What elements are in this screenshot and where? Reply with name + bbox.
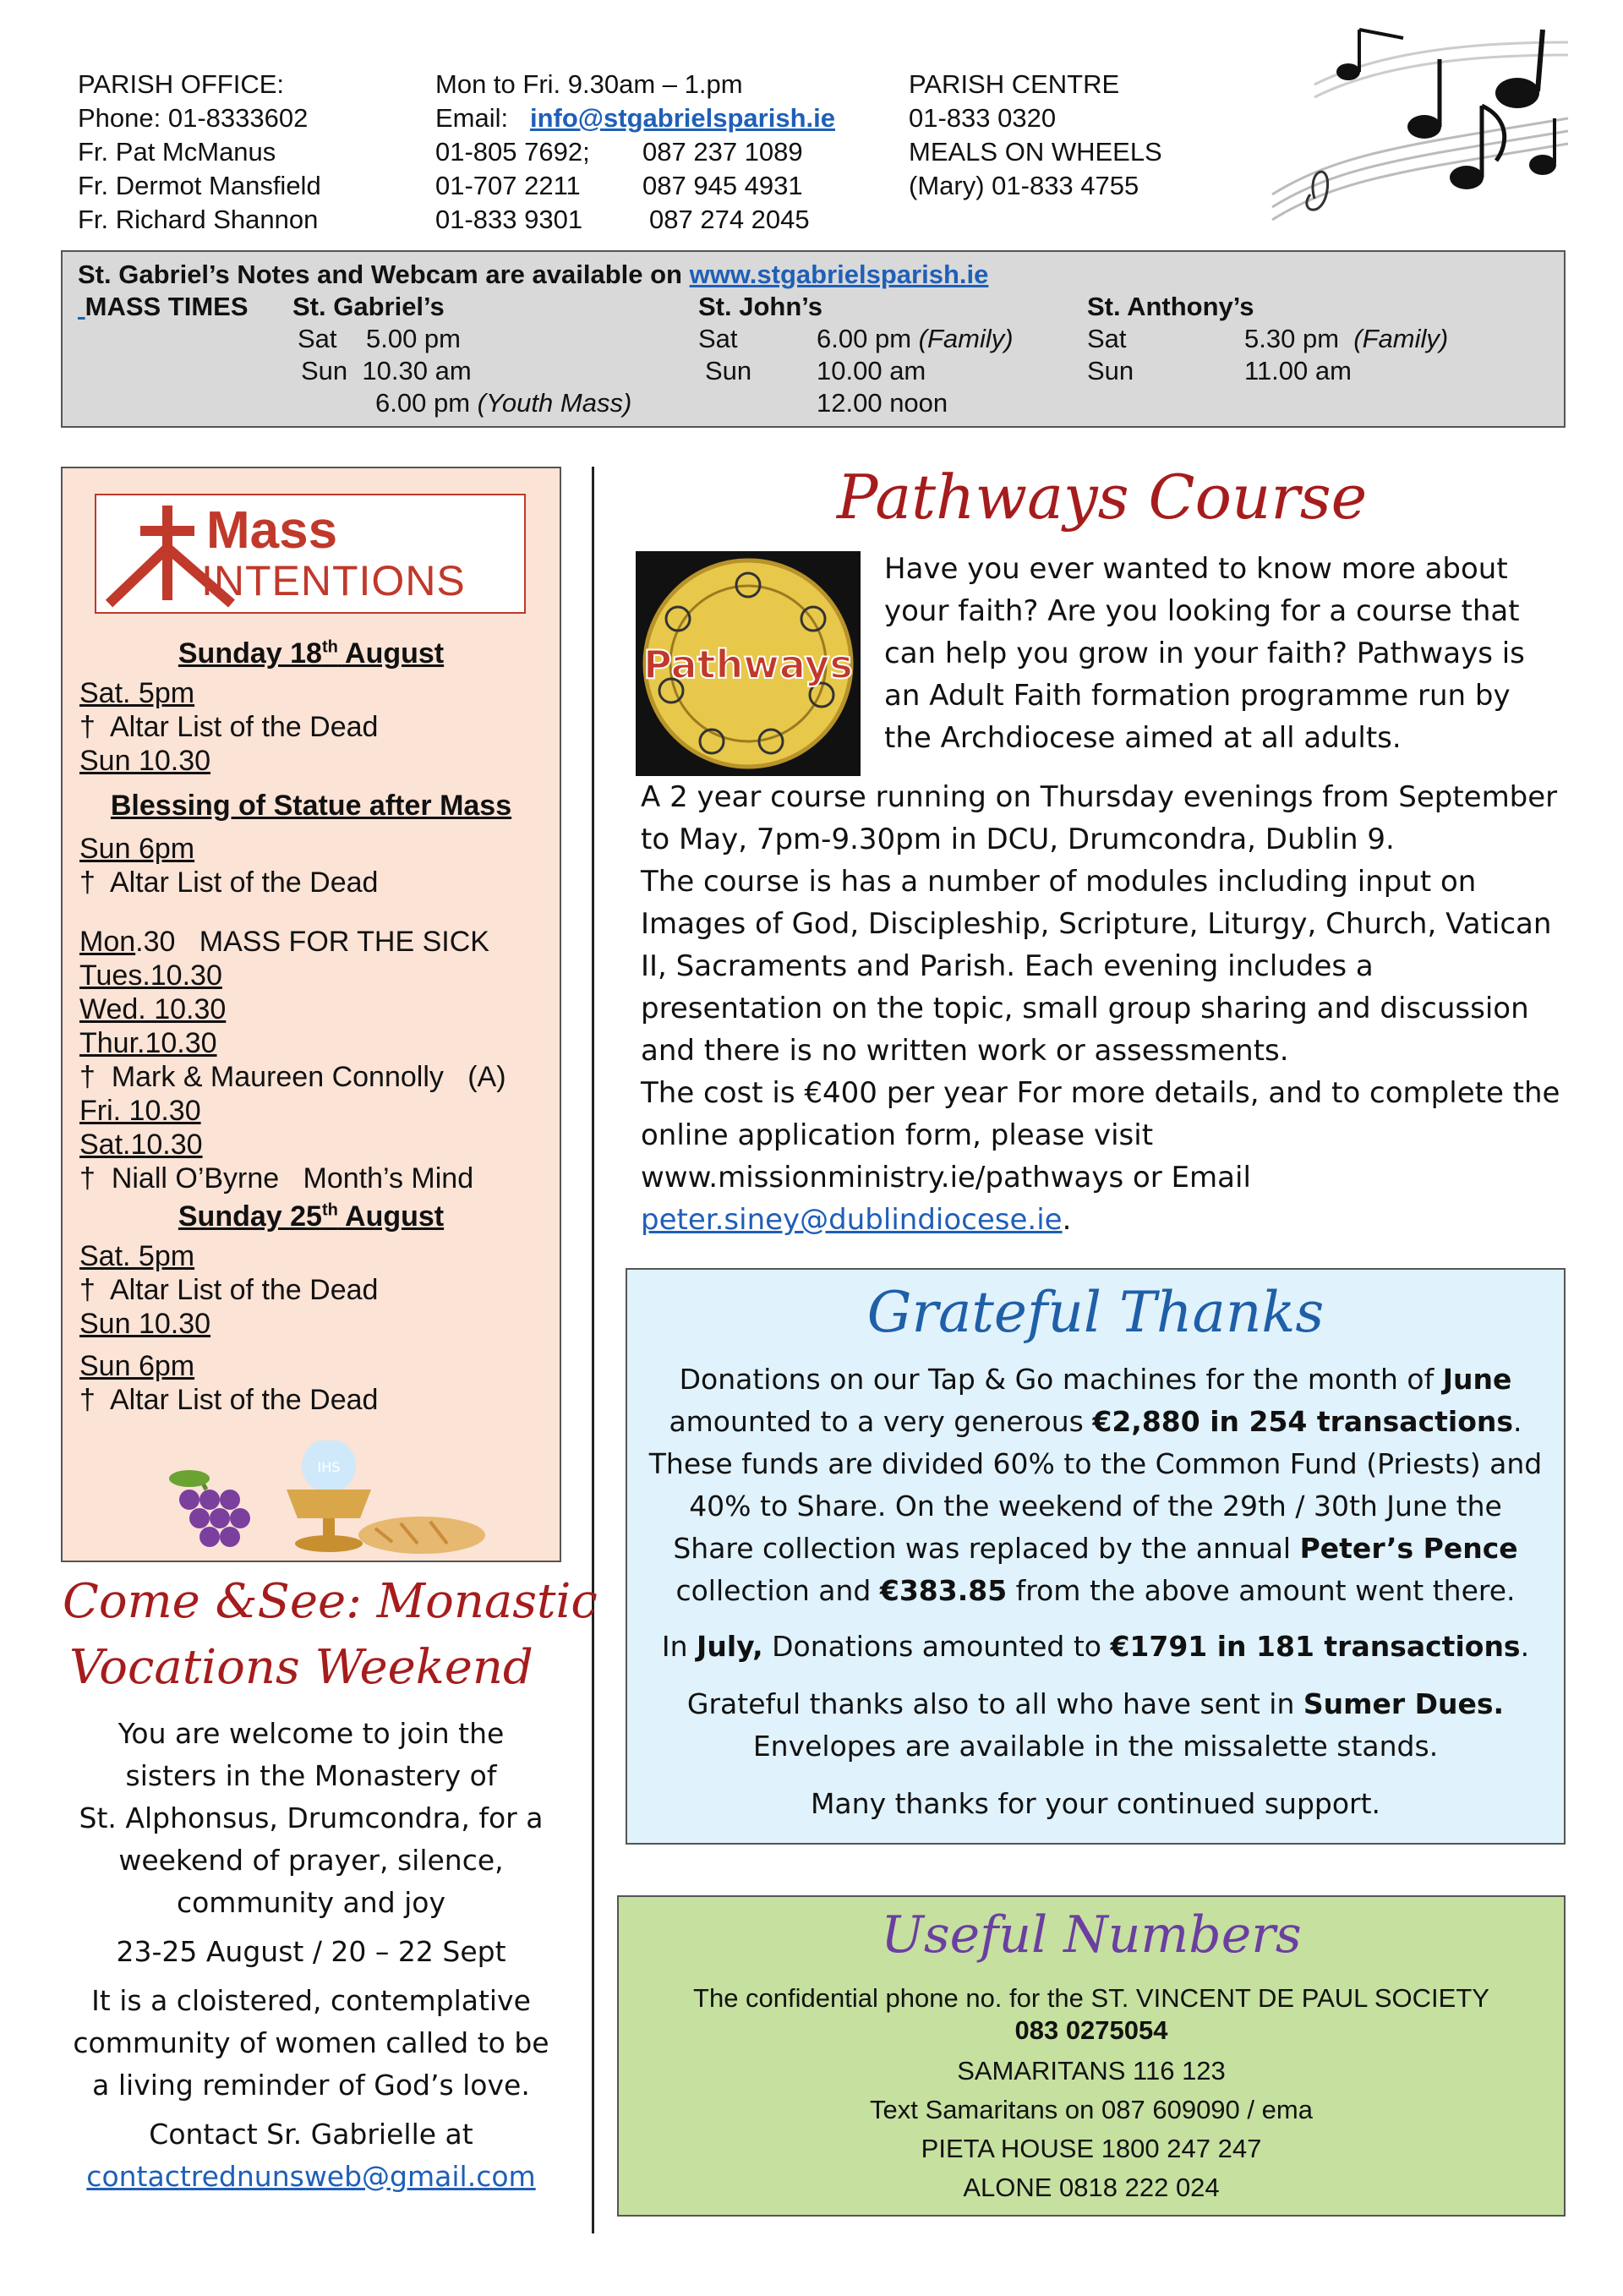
- altar-list-4-text: Altar List of the Dead: [109, 1384, 379, 1416]
- header-col3: [909, 68, 1162, 203]
- gabriel-name: St. Gabriel’s: [292, 292, 445, 321]
- come-see-email-row: [61, 2156, 561, 2198]
- wed-line: Wed. 10.30: [79, 993, 227, 1025]
- john-sat-note: (Family): [918, 324, 1014, 353]
- fr2-name: Fr. Dermot Mansfield: [78, 171, 321, 200]
- come-see-title2: Vocations Weekend: [69, 1640, 533, 1695]
- anthony-sat-time-text: 5.30 pm: [1244, 324, 1340, 353]
- come-see-dates: 23-25 August / 20 – 22 Sept: [116, 1935, 506, 1968]
- altar-list-3: † Altar List of the Dead: [79, 1274, 379, 1306]
- connolly-line: † Mark & Maureen Connolly (A): [79, 1061, 506, 1093]
- john-sun: Sun: [705, 356, 752, 385]
- gabriel-youth-time: 6.00 pm: [375, 388, 471, 418]
- pathways-email-end: .: [1062, 1203, 1072, 1237]
- altar-list-2: † Altar List of the Dead: [79, 866, 379, 899]
- anthony-sat-note: (Family): [1353, 324, 1449, 353]
- grateful-l2c: .: [1513, 1405, 1522, 1438]
- head1-post: August: [337, 637, 445, 670]
- pathways-intro: Have you ever wanted to know more about your faith? Are you looking for a course that can help you grow in your faith? Pathways is an Adult Faith formation programme run by the Archdiocese aimed at all adults.: [884, 552, 1525, 755]
- pathways-logo-icon: [636, 551, 861, 776]
- come-see-l2: sisters in the Monastery of: [125, 1759, 497, 1792]
- anthony-sat-time: [1244, 323, 1448, 355]
- blessing-heading: Blessing of Statue after Mass: [110, 790, 512, 822]
- grateful-l5: [627, 1530, 1564, 1567]
- sun-1030-2: Sun 10.30: [79, 1308, 211, 1340]
- come-see-l9: a living reminder of God’s love.: [92, 2069, 530, 2102]
- grateful-l1b: June: [1442, 1363, 1512, 1396]
- chalice-host-text: IHS: [317, 1459, 341, 1475]
- anthony-sun-time: 11.00 am: [1244, 356, 1352, 385]
- sun-1030-1: Sun 10.30: [79, 745, 211, 777]
- come-see-l1: You are welcome to join the: [117, 1717, 505, 1750]
- logo-word-mass: Mass: [206, 501, 338, 560]
- sun-6pm-1: Sun 6pm: [79, 833, 195, 865]
- head1-sup: th: [321, 637, 338, 657]
- john-sat-time: [817, 323, 1014, 355]
- gabriel-sun: Sun 10.30 am: [301, 356, 472, 385]
- mass-times-label-text: MASS TIMES: [85, 292, 249, 321]
- altar-list-3-text: Altar List of the Dead: [109, 1274, 379, 1306]
- head1-pre: Sunday 18: [178, 637, 322, 670]
- come-see-l8: community of women called to be: [73, 2026, 549, 2059]
- altar-list-1-text: Altar List of the Dead: [109, 711, 379, 743]
- mass-intentions-logo: [95, 494, 526, 614]
- fri-line: Fri. 10.30: [79, 1095, 201, 1127]
- fr2-phone2: 087 945 4931: [642, 171, 803, 200]
- sun-6pm-2: Sun 6pm: [79, 1350, 195, 1382]
- come-see-l7: It is a cloistered, contemplative: [91, 1984, 531, 2017]
- altar-list-2-text: Altar List of the Dead: [109, 866, 379, 899]
- fr3-phone1: 01-833 9301: [435, 205, 583, 234]
- grateful-l10: Many thanks for your continued support.: [810, 1787, 1381, 1820]
- useful-numbers-box: [617, 1895, 1566, 2217]
- obyrne-text: Niall O’Byrne Month’s Mind: [111, 1162, 474, 1194]
- head2-sup: th: [321, 1200, 338, 1220]
- parish-centre-label: PARISH CENTRE: [909, 69, 1120, 99]
- meals-label: MEALS ON WHEELS: [909, 137, 1162, 167]
- grateful-l5a: Share collection was replaced by the annual: [673, 1532, 1300, 1565]
- mass-intentions-box: [61, 467, 561, 1562]
- come-see-title1: Come &See: Monastic: [63, 1574, 598, 1629]
- grateful-l9: Envelopes are available in the missalette stands.: [752, 1730, 1439, 1763]
- pathways-p1: A 2 year course running on Thursday evenings from September to May, 7pm-9.30pm in DCU, Drumcondra, Dublin 9.: [641, 780, 1558, 856]
- pathways-p3-text: The cost is €400 per year For more details, and to complete the online application form, please visit www.missionministry.ie/pathways or Email: [641, 1076, 1560, 1194]
- mass-times-box: [61, 250, 1566, 428]
- column-divider: [592, 467, 594, 2233]
- come-see-contact: Contact Sr. Gabrielle at: [149, 2118, 473, 2151]
- tues-line: Tues.10.30: [79, 959, 222, 992]
- gabriel-youth: [375, 387, 631, 419]
- pathways-title: Pathways Course: [837, 462, 1368, 533]
- anthony-name: St. Anthony’s: [1087, 292, 1254, 321]
- chalice-grapes-bread-icon: [139, 1440, 494, 1559]
- music-notes-icon: [1264, 25, 1577, 237]
- email-link[interactable]: info@stgabrielsparish.ie: [529, 103, 835, 133]
- grateful-thanks-box: [626, 1268, 1566, 1845]
- mon-label: Mon: [79, 926, 136, 958]
- grateful-l1: [627, 1361, 1564, 1398]
- pathways-email[interactable]: peter.siney@dublindiocese.ie: [641, 1203, 1063, 1237]
- come-see-l3: St. Alphonsus, Drumcondra, for a: [79, 1801, 544, 1834]
- sat-5pm-2: Sat. 5pm: [79, 1240, 195, 1272]
- mass-times-label: [78, 291, 249, 323]
- grateful-l7b: July,: [697, 1630, 763, 1663]
- useful-title: Useful Numbers: [881, 1905, 1302, 1965]
- fr3-phone2: 087 274 2045: [649, 205, 810, 234]
- header-col1: [78, 68, 321, 237]
- grateful-l4: 40% to Share. On the weekend of the 29th / 30th June the: [689, 1490, 1502, 1522]
- pathways-logo-text: Pathways: [643, 642, 853, 687]
- grateful-l7e: .: [1520, 1630, 1530, 1663]
- grateful-l6b: €383.85: [879, 1574, 1008, 1607]
- come-see-l4: weekend of prayer, silence,: [118, 1844, 504, 1877]
- grateful-l2a: amounted to a very generous: [669, 1405, 1093, 1438]
- gabriel-sat: Sat 5.00 pm: [298, 324, 461, 353]
- grateful-l1a: Donations on our Tap & Go machines for the month of: [679, 1363, 1443, 1396]
- grateful-l5b: Peter’s Pence: [1299, 1532, 1518, 1565]
- connolly-text: Mark & Maureen Connolly (A): [111, 1061, 506, 1093]
- useful-pieta: PIETA HOUSE 1800 247 247: [921, 2134, 1262, 2163]
- fr3-phones: [435, 203, 835, 237]
- meals-phone: (Mary) 01-833 4755: [909, 171, 1139, 200]
- sunday-18-heading: [63, 637, 560, 670]
- sunday-25-heading: [63, 1200, 560, 1233]
- parish-office-label: PARISH OFFICE:: [78, 69, 285, 99]
- grateful-l6: [627, 1572, 1564, 1610]
- grateful-l6a: collection and: [675, 1574, 880, 1607]
- obyrne-line: † Niall O’Byrne Month’s Mind: [79, 1162, 474, 1194]
- grateful-l7a: In: [661, 1630, 697, 1663]
- grateful-l7d: €1791 in 181 transactions: [1110, 1630, 1521, 1663]
- thur-line: Thur.10.30: [79, 1027, 217, 1059]
- grateful-l7: [627, 1628, 1564, 1665]
- logo-word-intentions: INTENTIONS: [201, 557, 466, 604]
- head2-post: August: [337, 1200, 445, 1233]
- fr2-phone1: 01-707 2211: [435, 171, 581, 200]
- office-phone: Phone: 01-8333602: [78, 103, 309, 133]
- fr1-phone2: 087 237 1089: [642, 137, 803, 167]
- fr2-phones: [435, 169, 835, 203]
- gabriel-youth-note: (Youth Mass): [477, 388, 632, 418]
- parish-centre-phone: 01-833 0320: [909, 103, 1057, 133]
- john-noon: 12.00 noon: [817, 388, 948, 418]
- anthony-sun: Sun: [1087, 356, 1134, 385]
- notes-line: [78, 259, 988, 291]
- john-sat: Sat: [698, 324, 738, 353]
- email-label: Email:: [435, 103, 509, 133]
- grateful-l8a: Grateful thanks also to all who have sent in: [686, 1687, 1303, 1720]
- useful-svdp-number: 083 0275054: [1014, 2015, 1168, 2045]
- sat-1030-line: Sat.10.30: [79, 1129, 203, 1161]
- mon-rest: .30 MASS FOR THE SICK: [135, 926, 489, 958]
- mon-line: [79, 925, 489, 959]
- useful-samaritans: SAMARITANS 116 123: [957, 2056, 1226, 2086]
- office-hours: Mon to Fri. 9.30am – 1.pm: [435, 69, 743, 99]
- grateful-l7c: Donations amounted to: [762, 1630, 1111, 1663]
- john-name: St. John’s: [698, 292, 822, 321]
- grateful-l6c: from the above amount went there.: [1007, 1574, 1516, 1607]
- email-row: [435, 101, 835, 135]
- pathways-logo: [636, 551, 861, 776]
- header-col2: [435, 68, 835, 237]
- altar-list-1: † Altar List of the Dead: [79, 711, 379, 743]
- pathways-p2: The course is has a number of modules including input on Images of God, Discipleship, Scripture, Liturgy, Church, Vatican II, Sacraments and Parish. Each evening includes a presentation on the topic, small group sharing and discussion and there is no written work or assessments.: [641, 865, 1552, 1068]
- useful-svdp: The confidential phone no. for the ST. VINCENT DE PAUL SOCIETY: [693, 1983, 1489, 2013]
- useful-text-samaritans: Text Samaritans on 087 609090 / ema: [870, 2095, 1313, 2124]
- pathways-p3: [641, 1072, 1562, 1241]
- fr1-name: Fr. Pat McManus: [78, 137, 276, 167]
- fr3-name: Fr. Richard Shannon: [78, 205, 319, 234]
- john-sun-time: 10.00 am: [817, 356, 926, 385]
- john-sat-time-text: 6.00 pm: [817, 324, 912, 353]
- grateful-l8b: Sumer Dues.: [1303, 1687, 1505, 1720]
- altar-list-4: † Altar List of the Dead: [79, 1384, 379, 1416]
- grateful-l8: [627, 1686, 1564, 1723]
- grateful-l2b: €2,880 in 254 transactions: [1092, 1405, 1514, 1438]
- grateful-l2: [627, 1403, 1564, 1440]
- useful-alone: ALONE 0818 222 024: [963, 2173, 1220, 2202]
- fr1-phones: [435, 135, 835, 169]
- grateful-l3: These funds are divided 60% to the Common Fund (Priests) and: [648, 1447, 1543, 1480]
- fr1-phone1: 01-805 7692;: [435, 137, 590, 167]
- head2-pre: Sunday 25: [178, 1200, 322, 1233]
- grateful-title: Grateful Thanks: [866, 1280, 1325, 1345]
- come-see-l5: community and joy: [176, 1886, 446, 1919]
- notes-link[interactable]: www.stgabrielsparish.ie: [689, 260, 989, 289]
- notes-text: St. Gabriel’s Notes and Webcam are available on: [78, 260, 682, 289]
- come-see-email[interactable]: contactrednunsweb@gmail.com: [86, 2160, 536, 2193]
- sat-5pm-1: Sat. 5pm: [79, 677, 195, 709]
- anthony-sat: Sat: [1087, 324, 1127, 353]
